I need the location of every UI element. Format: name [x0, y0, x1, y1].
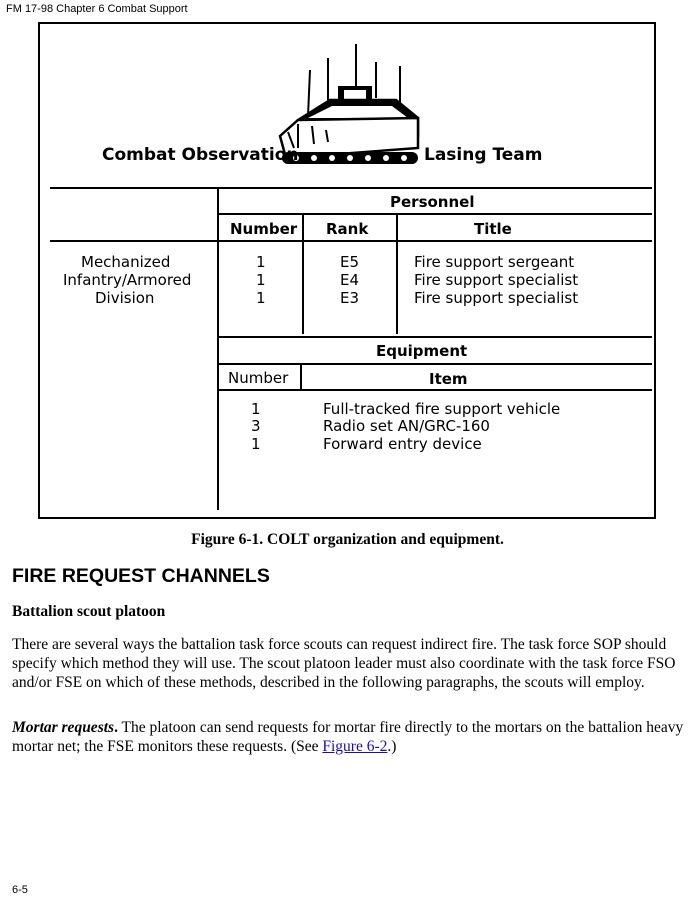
- subheading: Battalion scout platoon: [12, 603, 166, 620]
- equipment-row-item: Radio set AN/GRC-160: [323, 417, 490, 435]
- equipment-header-rule: [217, 389, 652, 391]
- personnel-row-number: 1: [256, 271, 266, 289]
- org-line-2: Infantry/Armored: [63, 271, 192, 289]
- team-label-right: Lasing Team: [424, 145, 543, 165]
- personnel-col-rank: Rank: [326, 220, 369, 238]
- equipment-heading: Equipment: [376, 342, 468, 360]
- mortar-requests-text: The platoon can send requests for mortar fire directly to the mortars on the battalion heavy mortar net; the FSE monitors these requests. (See: [12, 719, 684, 755]
- lead-punctuation: .: [114, 719, 118, 736]
- equipment-row-number: 3: [251, 417, 261, 435]
- equipment-column-divider: [300, 363, 302, 390]
- equipment-rule: [217, 363, 652, 365]
- figure-box: [38, 22, 656, 519]
- equipment-row-item: Forward entry device: [323, 435, 482, 453]
- equipment-row-number: 1: [251, 400, 261, 418]
- personnel-header-rule: [50, 240, 652, 242]
- personnel-col-number: Number: [230, 220, 298, 238]
- personnel-row-title: Fire support specialist: [414, 271, 579, 289]
- personnel-row-rank: E5: [340, 253, 360, 271]
- personnel-rule: [217, 213, 652, 215]
- personnel-col-title: Title: [474, 220, 512, 238]
- mortar-requests-tail: .): [387, 738, 397, 755]
- figure-caption: Figure 6-1. COLT organization and equipment.: [191, 531, 504, 548]
- personnel-row-rank: E3: [340, 289, 360, 307]
- paragraph-scout-methods: There are several ways the battalion task force scouts can request indirect fire. The task force SOP should specify which method they will use. The scout platoon leader must also coordinate with the task force FSO and/or FSE on which of these methods, described in the following paragraphs, the scouts will employ.: [12, 636, 676, 691]
- personnel-row-rank: E4: [340, 271, 360, 289]
- team-label-left: Combat Observation: [102, 145, 299, 165]
- column-divider-title: [396, 213, 398, 334]
- page-number: 6-5: [12, 884, 28, 896]
- paragraph-mortar-requests: [12, 718, 688, 756]
- equipment-rule-top: [217, 336, 652, 338]
- column-divider-main: [217, 187, 219, 510]
- table-rule-top: [50, 187, 652, 189]
- column-divider-rank: [302, 213, 304, 334]
- org-line-1: Mechanized: [81, 253, 171, 271]
- org-line-3: Division: [95, 289, 155, 307]
- personnel-heading: Personnel: [390, 193, 475, 211]
- personnel-row-number: 1: [256, 289, 266, 307]
- personnel-row-title: Fire support sergeant: [414, 253, 575, 271]
- running-header: FM 17-98 Chapter 6 Combat Support: [6, 3, 188, 15]
- equipment-col-number: Number: [228, 369, 289, 387]
- equipment-row-item: Full-tracked fire support vehicle: [323, 400, 561, 418]
- mortar-requests-lead: Mortar requests: [12, 719, 115, 736]
- section-heading: FIRE REQUEST CHANNELS: [12, 565, 270, 587]
- personnel-row-number: 1: [256, 253, 266, 271]
- personnel-row-title: Fire support specialist: [414, 289, 579, 307]
- equipment-row-number: 1: [251, 435, 261, 453]
- equipment-col-item: Item: [429, 370, 468, 388]
- figure-6-2-link[interactable]: Figure 6-2: [322, 738, 388, 755]
